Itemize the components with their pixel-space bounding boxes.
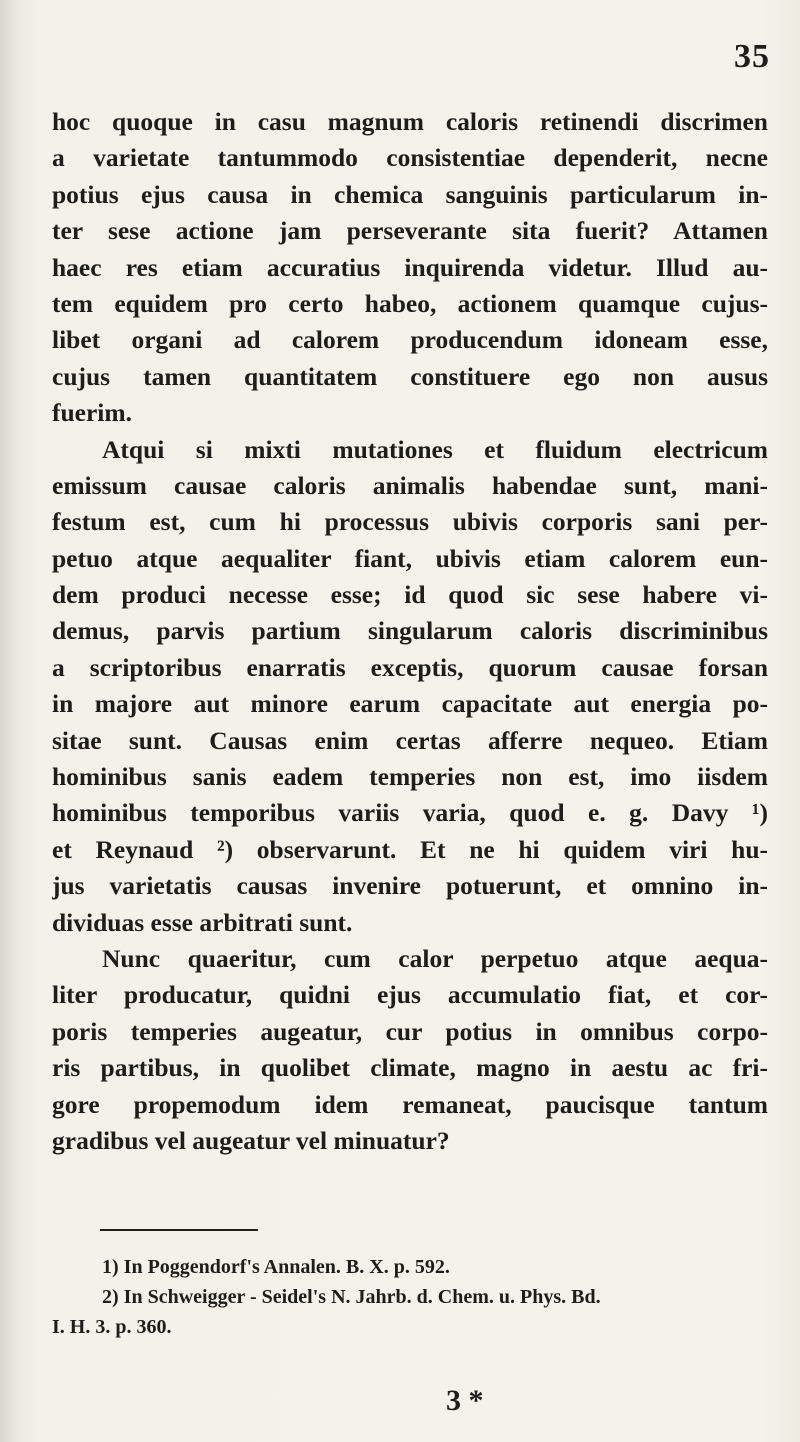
footnotes <box>52 1252 768 1342</box>
page-number: 35 <box>734 38 770 75</box>
text-line: in majore aut minore earum capacitate aut energia po- <box>52 689 768 719</box>
text-line: festum est, cum hi processus ubivis corporis sani per- <box>52 507 768 537</box>
text-line: gradibus vel augeatur vel minuatur? <box>52 1125 450 1155</box>
text-line: cujus tamen quantitatem constituere ego non ausus <box>52 361 768 391</box>
footnote-line: I. H. 3. p. 360. <box>52 1316 172 1338</box>
text-line: petuo atque aequaliter fiant, ubivis etiam calorem eun- <box>52 543 768 573</box>
text-line: hominibus temporibus variis varia, quod e. g. Davy ¹) <box>52 798 768 828</box>
signature-mark: 3 * <box>446 1384 484 1417</box>
text-line: gore propemodum idem remaneat, paucisque tantum <box>52 1089 768 1119</box>
text-line: libet organi ad calorem producendum idoneam esse, <box>52 325 768 355</box>
text-line: et Reynaud ²) observarunt. Et ne hi quidem viri hu- <box>52 834 768 864</box>
text-line: hominibus sanis eadem temperies non est, imo iisdem <box>52 762 768 792</box>
footnote-line: 1) In Poggendorf's Annalen. B. X. p. 592. <box>102 1256 450 1278</box>
text-line: liter producatur, quidni ejus accumulatio fiat, et cor- <box>52 980 768 1010</box>
text-line: sitae sunt. Causas enim certas afferre nequeo. Etiam <box>52 725 768 755</box>
footnote-line: 2) In Schweigger - Seidel's N. Jahrb. d. Chem. u. Phys. Bd. <box>102 1286 601 1308</box>
text-line: a scriptoribus enarratis exceptis, quorum causae forsan <box>52 652 768 682</box>
text-line: dividuas esse arbitrati sunt. <box>52 907 353 937</box>
text-line: poris temperies augeatur, cur potius in omnibus corpo- <box>52 1016 768 1046</box>
text-line: tem equidem pro certo habeo, actionem quamque cujus- <box>52 288 768 318</box>
text-line: Nunc quaeritur, cum calor perpetuo atque aequa- <box>102 943 768 973</box>
text-line: fuerim. <box>52 398 133 428</box>
footnote-rule <box>100 1229 258 1231</box>
text-line: potius ejus causa in chemica sanguinis particularum in- <box>52 179 768 209</box>
text-line: Atqui si mixti mutationes et fluidum electricum <box>102 434 768 464</box>
text-line: jus varietatis causas invenire potuerunt, et omnino in- <box>52 871 768 901</box>
text-line: dem produci necesse esse; id quod sic sese habere vi- <box>52 580 768 610</box>
text-line: a varietate tantummodo consistentiae dependerit, necne <box>52 143 768 173</box>
body-text <box>52 104 768 1159</box>
text-line: demus, parvis partium singularum caloris discriminibus <box>52 616 768 646</box>
text-line: emissum causae caloris animalis habendae sunt, mani- <box>52 470 768 500</box>
text-line: ter sese actione jam perseverante sita fuerit? Attamen <box>52 216 768 246</box>
text-line: hoc quoque in casu magnum caloris retinendi discrimen <box>52 107 768 136</box>
text-line: haec res etiam accuratius inquirenda videtur. Illud au- <box>52 252 768 282</box>
text-line: ris partibus, in quolibet climate, magno in aestu ac fri- <box>52 1053 768 1083</box>
